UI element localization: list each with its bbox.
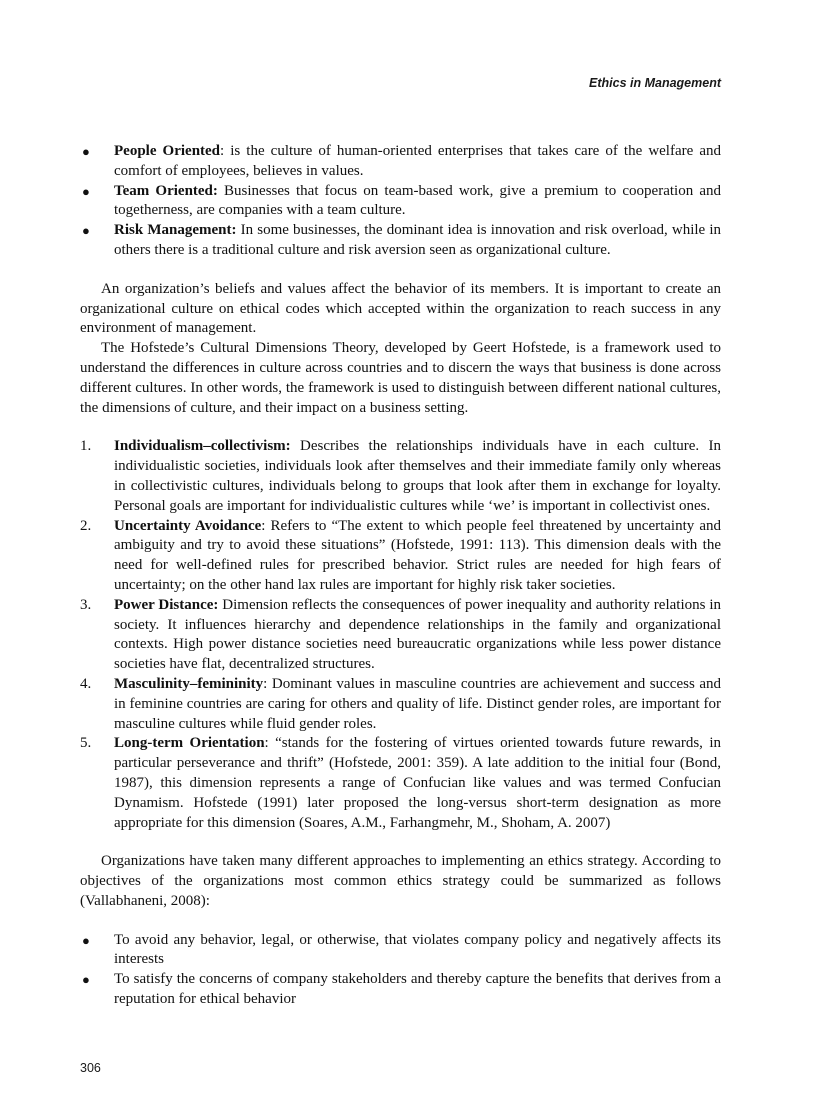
list-item-text: : Dominant values in masculine countries are achievement and success and in feminine countries are caring for others and quality of life. Distinct gender roles, are important for masculine cultures while fluid gender roles. [114, 675, 721, 732]
running-header-title: Ethics in Management [589, 76, 721, 90]
list-item-number: 4. [80, 675, 92, 692]
bullet-icon: ● [82, 972, 90, 988]
list-item-number: 2. [80, 517, 92, 534]
list-item [80, 517, 721, 596]
list-item [80, 596, 721, 675]
paragraph-ethics-strategy: Organizations have taken many different approaches to implementing an ethics strategy. According to objectives of the organizations most common ethics strategy could be summarized as follows (Vallabhaneni, 2008): [80, 853, 721, 909]
paragraph-hofstede-theory: The Hofstede’s Cultural Dimensions Theory, developed by Geert Hofstede, is a framework used to understand the differences in culture across countries and to discern the ways that business is done across different cultures. In other words, the framework is used to distinguish between different national cultures, the dimensions of culture, and their impact on a business setting. [80, 340, 721, 416]
bullet-icon: ● [82, 144, 90, 159]
list-item-text: : Refers to “The extent to which people feel threatened by uncertainty and ambiguity and try to avoid these situations” (Hofstede, 1991: 113). This dimension deals with the need for well-defined rules for prescribed behavior. Strict rules are needed for high fears of uncertainty; on the other hand lax rules are important for highly risk taker societies. [114, 517, 721, 593]
list-item-term: Power Distance: [114, 596, 219, 613]
list-item-term: People Oriented [114, 143, 221, 159]
list-item-text: : “stands for the fostering of virtues oriented towards future rewards, in particular perseverance and thrift” (Hofstede, 2001: 359). A late addition to the initial four (Bond, 1987), this dimension represents a range of Confucian like values and was termed Confucian Dynamism. Hofstede (1991) later proposed the long-versus short-term designation as more appropriate for this dimension (Soares, A.M., Farhangmehr, M., Shoham, A. 2007) [114, 735, 721, 831]
list-item-number: 3. [80, 596, 92, 613]
hofstede-dimensions-list [80, 437, 721, 833]
culture-types-list [80, 142, 721, 261]
list-item-text: : is the culture of human-oriented enterprises that takes care of the welfare and comfort of employees, believes in values. [114, 143, 721, 179]
list-item-term: Individualism–collectivism: [114, 438, 291, 455]
list-item [80, 970, 721, 1010]
list-item-term: Masculinity–femininity [114, 675, 264, 692]
list-item-term: Risk Management: [114, 222, 237, 239]
list-item-text: In some businesses, the dominant idea is innovation and risk overload, while in others there is a traditional culture and risk aversion seen as organizational culture. [114, 222, 721, 258]
bullet-icon: ● [82, 932, 90, 948]
list-item-term: Long-term Orientation [114, 735, 265, 752]
list-item [80, 437, 721, 516]
list-item-text: To satisfy the concerns of company stakeholders and thereby capture the benefits that derives from a reputation for ethical behavior [114, 971, 721, 1008]
bullet-icon: ● [82, 183, 90, 199]
list-item-text: Businesses that focus on team-based work, give a premium to cooperation and togetherness, are companies with a team culture. [114, 182, 721, 219]
list-item [80, 734, 721, 833]
list-item [80, 931, 721, 971]
list-item [80, 182, 721, 222]
list-item-text: Dimension reflects the consequences of power inequality and authority relations in society. It influences hierarchy and dependence relationships in the family and organizational contexts. High power distance societies need bureaucratic organizations while less power distance societies have flat, decentralized structures. [114, 596, 721, 673]
list-item-number: 5. [80, 735, 92, 752]
list-item [80, 142, 721, 182]
strategy-goals-list [80, 931, 721, 1010]
bullet-icon: ● [82, 223, 90, 239]
list-item-text: Describes the relationships individuals have in each culture. In individualistic societies, individuals look after themselves and their immediate family only whereas in collectivistic cultures, individuals belong to groups that look after them in exchange for loyalty. Personal goals are important for individualistic cultures while ‘we’ is important in collectivist ones. [114, 438, 721, 514]
list-item-term: Team Oriented: [114, 182, 218, 199]
page-number: 306 [80, 1061, 101, 1075]
page-body [80, 142, 721, 1010]
list-item-text: To avoid any behavior, legal, or otherwise, that violates company policy and negatively affects its interests [114, 931, 721, 968]
list-item [80, 221, 721, 261]
list-item-term: Uncertainty Avoidance [114, 517, 262, 534]
list-item-number: 1. [80, 438, 92, 455]
list-item [80, 675, 721, 734]
paragraph-organization-beliefs: An organization’s beliefs and values affect the behavior of its members. It is important to create an organizational culture on ethical codes which accepted within the organization to reach success in any environment of management. [80, 280, 721, 337]
